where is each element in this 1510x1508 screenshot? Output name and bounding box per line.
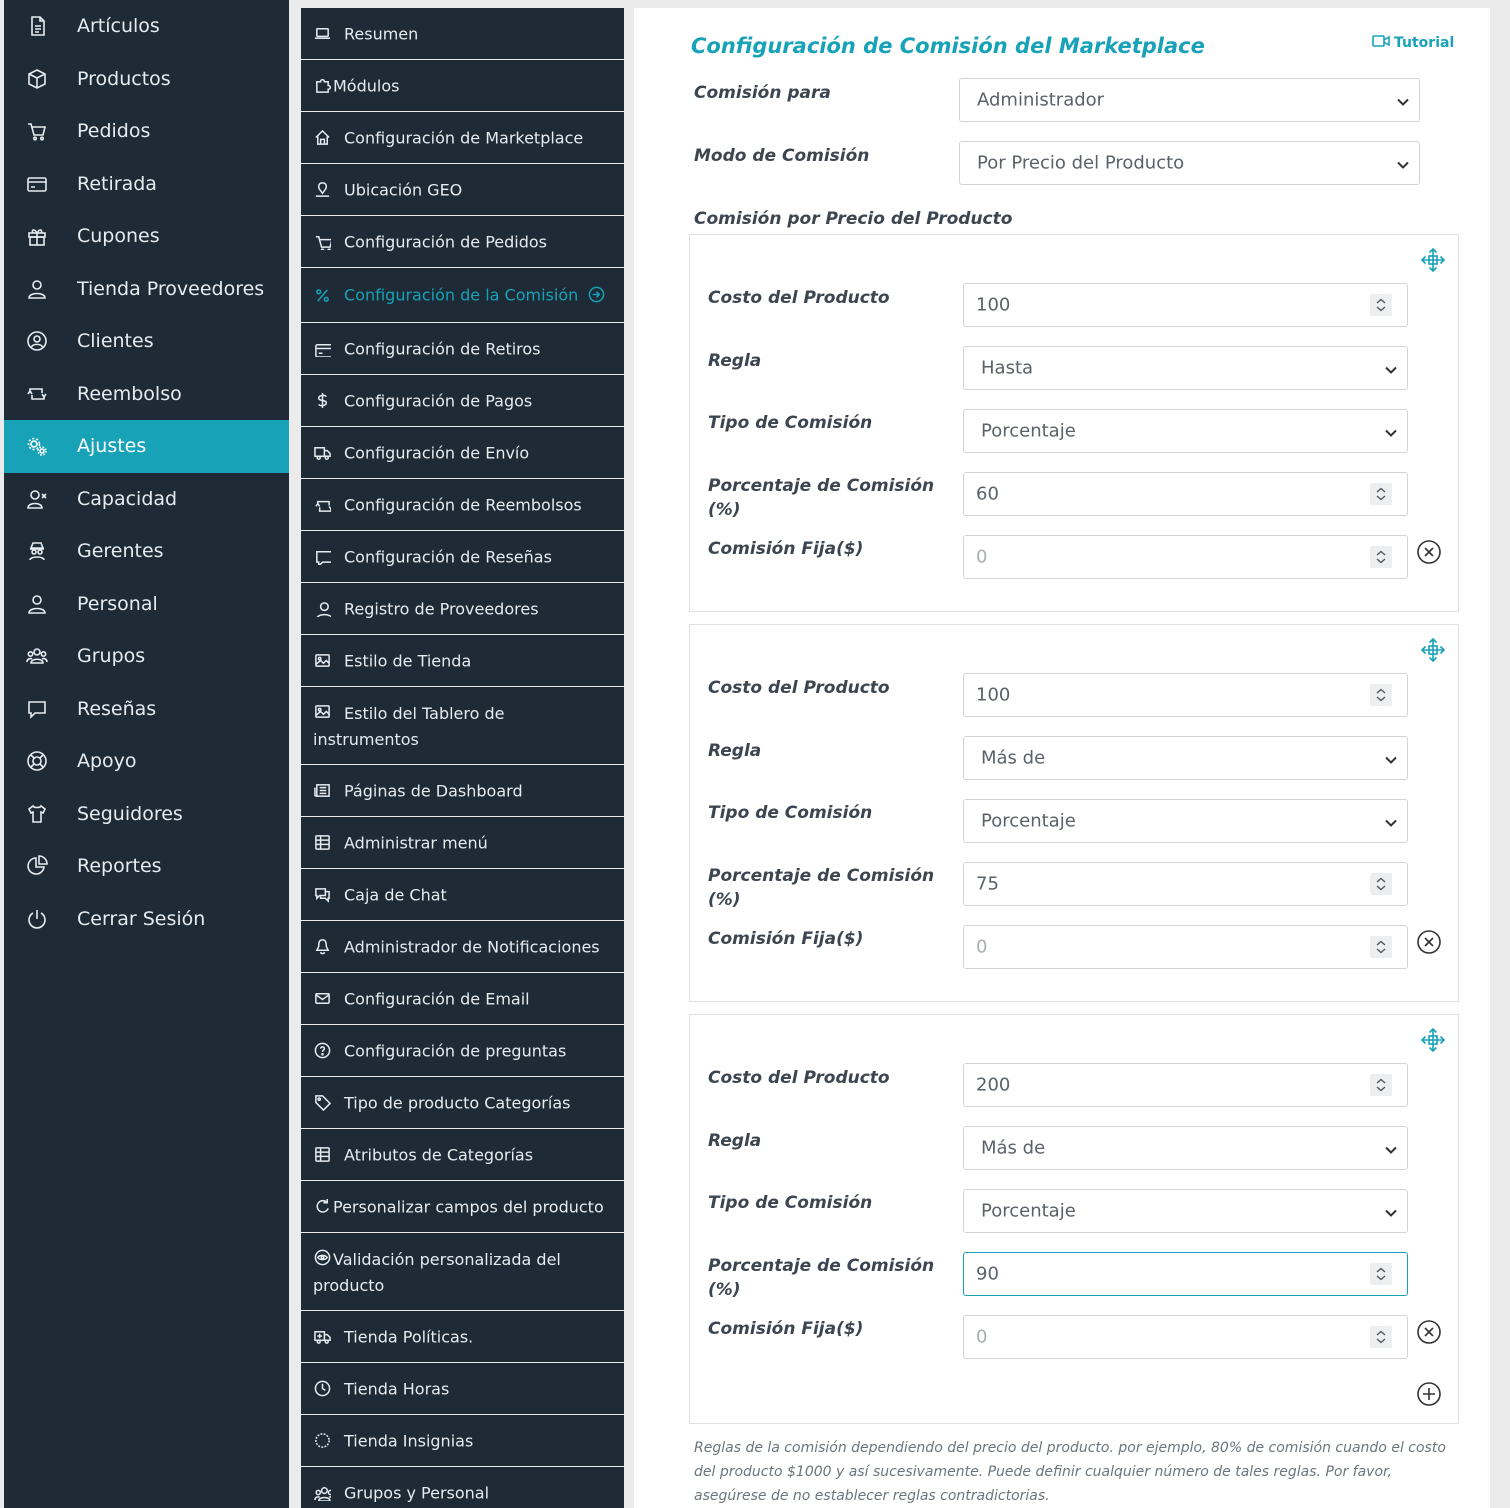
settings-menu-item-administrar-menu[interactable] [301, 817, 624, 869]
settings-menu-item-label: Resumen [344, 24, 419, 43]
user-circle-icon [26, 330, 48, 352]
credit-card-icon [313, 340, 331, 358]
newspaper-icon [313, 782, 331, 800]
chevron-down-icon [1384, 751, 1398, 765]
settings-menu-item-configuracion-de-pedidos[interactable] [301, 216, 624, 268]
sidebar-item-personal[interactable] [4, 578, 289, 631]
sidebar-item-apoyo[interactable] [4, 735, 289, 788]
comment-icon [26, 698, 48, 720]
commission-percent-input[interactable] [963, 1252, 1408, 1296]
settings-menu-item-estilo-de-tienda[interactable] [301, 635, 624, 687]
commission-type-label: Tipo de Comisión [708, 413, 873, 433]
commission-percent-label: Porcentaje de Comisión (%) [708, 1256, 935, 1300]
tags-icon [313, 1094, 331, 1112]
commission-type-select[interactable] [963, 1189, 1408, 1233]
settings-menu-item-label: Configuración de preguntas [344, 1041, 567, 1060]
remove-rule-close-icon[interactable] [1416, 1319, 1442, 1345]
sidebar-item-grupos[interactable] [4, 630, 289, 683]
sidebar-item-label: Grupos [77, 645, 146, 668]
commission-for-label: Comisión para [694, 83, 831, 103]
number-spinner[interactable] [1370, 1263, 1392, 1285]
settings-menu-item-label: Personalizar campos del producto [333, 1197, 604, 1216]
document-icon [26, 15, 48, 37]
settings-menu-item-configuracion-de-marketplace[interactable] [301, 112, 624, 164]
settings-menu-item-configuracion-de-email[interactable] [301, 973, 624, 1025]
users-icon [313, 1484, 331, 1502]
help-text: Reglas de la comisión dependiendo del precio del producto. por ejemplo, 80% de comisión cuando el costo del producto $1000 y así sucesivamente. Puede definir cualquier número de tales reglas. Por favor, asegúrese de no establecer reglas contradictorias. [694, 1440, 1446, 1504]
rule-select[interactable] [963, 346, 1408, 390]
users-icon [26, 645, 48, 667]
commission-percent-label: Porcentaje de Comisión (%) [708, 866, 935, 910]
sidebar-item-pedidos[interactable] [4, 105, 289, 158]
settings-menu-item-label: Administrar menú [344, 833, 488, 852]
product-cost-value: 200 [976, 1074, 1011, 1096]
sidebar-item-articulos[interactable] [4, 0, 289, 53]
settings-menu-item-label: Páginas de Dashboard [344, 781, 523, 800]
remove-rule-close-icon[interactable] [1416, 929, 1442, 955]
retweet-icon [26, 383, 48, 405]
page-title: Configuración de Comisión del Marketplace [691, 34, 1205, 58]
settings-menu-item-tienda-politicas[interactable] [301, 1311, 624, 1363]
home-icon [313, 129, 331, 147]
chat-icon [313, 886, 331, 904]
section-label: Comisión por Precio del Producto [694, 209, 1013, 229]
settings-menu-item-label: Configuración de Email [344, 989, 530, 1008]
settings-menu-item-label: Configuración de la Comisión [344, 285, 579, 305]
sidebar-item-reembolso[interactable] [4, 368, 289, 421]
number-spinner[interactable] [1370, 294, 1392, 316]
sidebar-item-label: Seguidores [77, 802, 183, 825]
power-icon [26, 908, 48, 930]
certificate-icon [313, 1432, 331, 1450]
question-icon [313, 1042, 331, 1060]
truck-icon [313, 444, 331, 462]
settings-menu-item-label: Configuración de Marketplace [344, 128, 584, 147]
settings-menu-item-validacion-personalizada-del-producto[interactable] [301, 1233, 624, 1311]
product-cost-input[interactable] [963, 1063, 1408, 1107]
settings-menu-item-caja-de-chat[interactable] [301, 869, 624, 921]
sidebar-item-label: Retirada [77, 172, 157, 195]
settings-menu-item-configuracion-de-retiros[interactable] [301, 323, 624, 375]
settings-menu-item-configuracion-de-pagos[interactable] [301, 375, 624, 427]
sidebar-item-label: Clientes [77, 330, 154, 353]
commission-type-value: Porcentaje [981, 1200, 1076, 1222]
user-icon [26, 593, 48, 615]
chevron-down-icon [1384, 1141, 1398, 1155]
user-icon [26, 278, 48, 300]
settings-menu-item-label: Configuración de Pedidos [344, 232, 548, 251]
pie-chart-icon [26, 855, 48, 877]
list-icon [313, 1146, 331, 1164]
user-times-icon [26, 488, 48, 510]
settings-menu-item-label: Tipo de producto Categorías [344, 1093, 571, 1112]
settings-menu-item-label: Módulos [333, 76, 400, 95]
refresh-icon [313, 1198, 331, 1216]
settings-menu-item-label: Configuración de Pagos [344, 391, 533, 410]
chevron-down-icon [1396, 93, 1410, 107]
percent-icon [313, 286, 331, 304]
rule-value: Hasta [981, 357, 1034, 379]
fixed-commission-input[interactable] [963, 535, 1408, 579]
number-spinner[interactable] [1370, 684, 1392, 706]
tutorial-label: Tutorial [1394, 35, 1455, 51]
settings-menu-item-grupos-y-personal[interactable] [301, 1467, 624, 1508]
sidebar-item-label: Capacidad [77, 487, 178, 510]
product-cost-label: Costo del Producto [708, 288, 890, 308]
laptop-icon [313, 25, 331, 43]
commission-percent-label: Porcentaje de Comisión (%) [708, 476, 935, 520]
sidebar-item-retirada[interactable] [4, 158, 289, 211]
dollar-icon [313, 392, 331, 410]
add-rule-plus-icon[interactable] [1416, 1381, 1442, 1407]
rule-select[interactable] [963, 1126, 1408, 1170]
rule-label: Regla [708, 1131, 762, 1151]
commission-type-value: Porcentaje [981, 810, 1076, 832]
chevron-down-icon [1384, 1204, 1398, 1218]
settings-menu [301, 8, 624, 1508]
sidebar-item-productos[interactable] [4, 53, 289, 106]
number-spinner[interactable] [1370, 483, 1392, 505]
sidebar-item-seguidores[interactable] [4, 788, 289, 841]
ambulance-icon [313, 1328, 331, 1346]
number-spinner[interactable] [1370, 1326, 1392, 1348]
chevron-down-icon [1384, 361, 1398, 375]
user-icon [313, 600, 331, 618]
commission-rule-card [689, 234, 1459, 612]
commission-for-select[interactable] [959, 78, 1420, 122]
number-spinner[interactable] [1370, 936, 1392, 958]
settings-menu-item-atributos-de-categorias[interactable] [301, 1129, 624, 1181]
box-icon [26, 68, 48, 90]
chevron-down-icon [1384, 814, 1398, 828]
settings-menu-item-label: Estilo de Tienda [344, 651, 472, 670]
move-icon[interactable] [1420, 1027, 1446, 1053]
rule-label: Regla [708, 351, 762, 371]
commission-percent-value: 90 [976, 1263, 999, 1285]
product-cost-value: 100 [976, 684, 1011, 706]
rule-value: Más de [981, 1137, 1046, 1159]
sidebar-item-label: Pedidos [77, 120, 151, 143]
settings-menu-item-label: Tienda Políticas. [344, 1327, 474, 1346]
move-icon[interactable] [1420, 637, 1446, 663]
sidebar-item-tienda-proveedores[interactable] [4, 263, 289, 316]
sidebar-item-reportes[interactable] [4, 840, 289, 893]
clock-icon [313, 1380, 331, 1398]
settings-menu-item-modulos[interactable] [301, 60, 624, 112]
credit-card-icon [26, 173, 48, 195]
settings-menu-item-tipo-de-producto-categorias[interactable] [301, 1077, 624, 1129]
settings-menu-item-tienda-insignias[interactable] [301, 1415, 624, 1467]
cart-icon [313, 233, 331, 251]
settings-menu-item-configuracion-de-reembolsos[interactable] [301, 479, 624, 531]
product-cost-label: Costo del Producto [708, 678, 890, 698]
commission-mode-select[interactable] [959, 141, 1420, 185]
fixed-commission-input[interactable] [963, 925, 1408, 969]
comment-icon [313, 548, 331, 566]
settings-menu-item-estilo-del-tablero-de-instrumentos[interactable] [301, 687, 624, 765]
chevron-down-icon [1396, 156, 1410, 170]
commission-type-select[interactable] [963, 409, 1408, 453]
settings-menu-item-registro-de-proveedores[interactable] [301, 583, 624, 635]
settings-menu-item-label: Administrador de Notificaciones [344, 937, 600, 956]
number-spinner[interactable] [1370, 873, 1392, 895]
commission-type-label: Tipo de Comisión [708, 1193, 873, 1213]
move-icon[interactable] [1420, 247, 1446, 273]
rule-select[interactable] [963, 736, 1408, 780]
list-icon [313, 834, 331, 852]
sidebar-item-label: Ajustes [77, 435, 147, 458]
fixed-commission-label: Comisión Fija($) [708, 929, 864, 949]
product-cost-value: 100 [976, 294, 1011, 316]
commission-type-select[interactable] [963, 799, 1408, 843]
chevron-down-icon [1384, 424, 1398, 438]
remove-rule-close-icon[interactable] [1416, 539, 1442, 565]
sidebar-item-label: Reportes [77, 855, 162, 878]
sidebar-item-ajustes[interactable] [4, 420, 289, 473]
fixed-commission-placeholder: 0 [976, 546, 988, 568]
video-icon [1372, 34, 1390, 52]
gift-icon [26, 225, 48, 247]
sidebar-item-label: Cupones [77, 225, 160, 248]
commission-percent-value: 60 [976, 483, 999, 505]
puzzle-icon [313, 77, 331, 95]
settings-menu-item-configuracion-de-la-comision[interactable] [301, 268, 624, 323]
commission-for-value: Administrador [977, 89, 1105, 111]
retweet-icon [313, 496, 331, 514]
rule-value: Más de [981, 747, 1046, 769]
settings-menu-item-configuracion-de-envio[interactable] [301, 427, 624, 479]
settings-menu-item-label: Ubicación GEO [344, 180, 463, 199]
settings-menu-item-label: Configuración de Retiros [344, 339, 541, 358]
sidebar-item-capacidad[interactable] [4, 473, 289, 526]
product-cost-input[interactable] [963, 283, 1408, 327]
image-icon [313, 652, 331, 670]
commission-settings-panel [634, 8, 1490, 1508]
commission-type-value: Porcentaje [981, 420, 1076, 442]
commission-rule-card [689, 624, 1459, 1002]
sidebar-item-cerrar-sesion[interactable] [4, 893, 289, 946]
settings-menu-item-label: Configuración de Reembolsos [344, 495, 582, 514]
sidebar-item-cupones[interactable] [4, 210, 289, 263]
commission-percent-value: 75 [976, 873, 999, 895]
settings-menu-item-label: Validación personalizada del producto [313, 1250, 561, 1295]
number-spinner[interactable] [1370, 546, 1392, 568]
sidebar-item-label: Apoyo [77, 750, 137, 773]
cogs-icon [26, 435, 48, 457]
settings-menu-item-label: Atributos de Categorías [344, 1145, 534, 1164]
number-spinner[interactable] [1370, 1074, 1392, 1096]
sidebar-item-label: Cerrar Sesión [77, 907, 206, 930]
fixed-commission-placeholder: 0 [976, 936, 988, 958]
sidebar-item-label: Reseñas [77, 697, 157, 720]
settings-menu-item-administrador-de-notificaciones[interactable] [301, 921, 624, 973]
sidebar-item-label: Gerentes [77, 540, 164, 563]
settings-menu-item-configuracion-de-resenas[interactable] [301, 531, 624, 583]
sidebar-item-label: Artículos [77, 15, 160, 38]
fixed-commission-label: Comisión Fija($) [708, 539, 864, 559]
circle-arrow-icon [588, 286, 606, 304]
main-sidebar [4, 0, 289, 1508]
cart-icon [26, 120, 48, 142]
commission-type-label: Tipo de Comisión [708, 803, 873, 823]
fixed-commission-label: Comisión Fija($) [708, 1319, 864, 1339]
settings-menu-item-personalizar-campos-del-producto[interactable] [301, 1181, 624, 1233]
settings-menu-item-configuracion-de-preguntas[interactable] [301, 1025, 624, 1077]
commission-mode-label: Modo de Comisión [694, 146, 870, 166]
sidebar-item-label: Productos [77, 67, 171, 90]
sidebar-item-label: Tienda Proveedores [77, 277, 265, 300]
settings-menu-item-label: Registro de Proveedores [344, 599, 539, 618]
map-marker-icon [313, 181, 331, 199]
bell-icon [313, 938, 331, 956]
settings-menu-item-label: Caja de Chat [344, 885, 447, 904]
sidebar-item-label: Personal [77, 592, 158, 615]
settings-menu-item-ubicacion-geo[interactable] [301, 164, 624, 216]
rule-label: Regla [708, 741, 762, 761]
sidebar-item-label: Reembolso [77, 382, 182, 405]
settings-menu-item-label: Configuración de Reseñas [344, 547, 552, 566]
life-ring-icon [26, 750, 48, 772]
settings-menu-item-label: Tienda Insignias [344, 1431, 474, 1450]
user-secret-icon [26, 540, 48, 562]
envelope-icon [313, 990, 331, 1008]
shirt-icon [26, 803, 48, 825]
settings-menu-item-label: Grupos y Personal [344, 1483, 490, 1502]
commission-percent-input[interactable] [963, 472, 1408, 516]
sidebar-item-resenas[interactable] [4, 683, 289, 736]
settings-menu-item-tienda-horas[interactable] [301, 1363, 624, 1415]
product-cost-label: Costo del Producto [708, 1068, 890, 1088]
tutorial-link[interactable] [1372, 34, 1454, 52]
commission-mode-value: Por Precio del Producto [977, 152, 1185, 174]
fixed-commission-placeholder: 0 [976, 1326, 988, 1348]
sidebar-item-clientes[interactable] [4, 315, 289, 368]
sidebar-item-gerentes[interactable] [4, 525, 289, 578]
commission-percent-input[interactable] [963, 862, 1408, 906]
commission-rule-card [689, 1014, 1459, 1424]
settings-menu-item-paginas-de-dashboard[interactable] [301, 765, 624, 817]
product-cost-input[interactable] [963, 673, 1408, 717]
settings-menu-item-label: Estilo del Tablero de instrumentos [313, 704, 505, 749]
settings-menu-item-label: Tienda Horas [344, 1379, 450, 1398]
settings-menu-item-label: Configuración de Envío [344, 443, 530, 462]
fixed-commission-input[interactable] [963, 1315, 1408, 1359]
settings-menu-item-resumen[interactable] [301, 8, 624, 60]
